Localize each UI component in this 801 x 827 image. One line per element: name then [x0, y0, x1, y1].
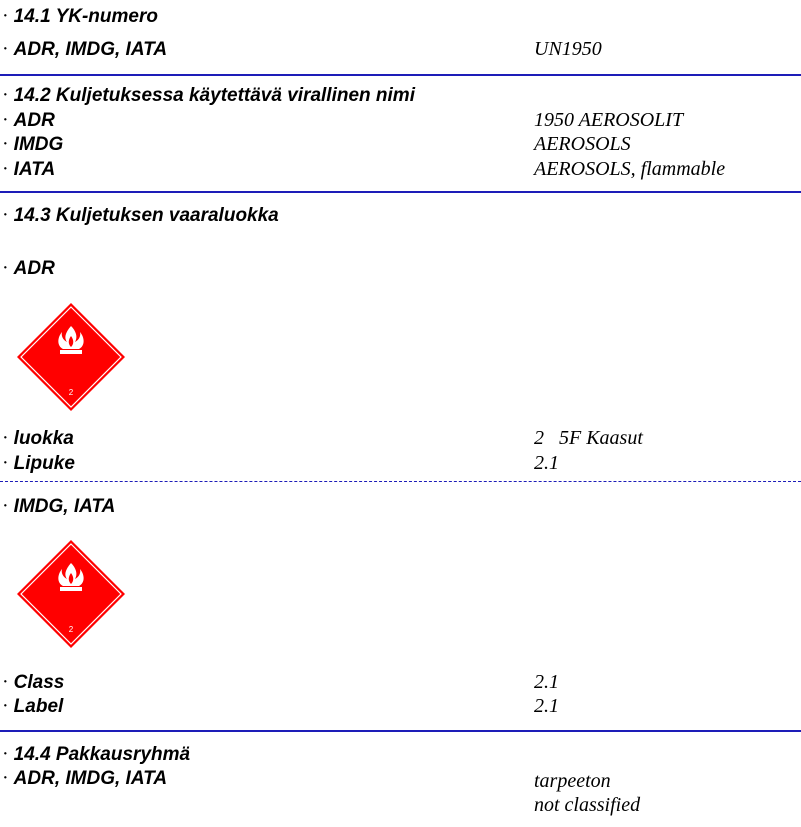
section-14-1-title: · 14.1 YK-numero — [2, 5, 158, 27]
shipping-name-label-iata: · IATA — [2, 158, 56, 180]
adr-label-value: 2.1 — [534, 452, 559, 474]
section-14-2-title: · 14.2 Kuljetuksessa käytettävä virallinen nimi — [2, 84, 415, 106]
flammable-gas-pictogram-adr — [16, 302, 126, 412]
shipping-name-value-iata: AEROSOLS, flammable — [534, 158, 726, 180]
un-number-value: UN1950 — [534, 38, 602, 60]
adr-heading: · ADR — [2, 257, 55, 279]
divider — [0, 730, 801, 732]
flammable-gas-pictogram-imdg-iata — [16, 539, 126, 649]
divider — [0, 74, 801, 76]
pictogram-class-number: 2 — [68, 388, 74, 397]
adr-class-value: 2 5F Kaasut — [534, 427, 643, 449]
section-14-4-title: · 14.4 Pakkausryhmä — [2, 743, 191, 765]
adr-class-label: · luokka — [2, 427, 74, 449]
shipping-name-value-imdg: AEROSOLS — [534, 133, 631, 155]
pictogram-class-number: 2 — [68, 625, 74, 634]
dashed-divider — [0, 481, 801, 482]
packing-group-value-en: not classified — [534, 794, 641, 816]
imdg-label-value: 2.1 — [534, 695, 559, 717]
shipping-name-label-imdg: · IMDG — [2, 133, 64, 155]
un-number-label: · ADR, IMDG, IATA — [2, 38, 168, 60]
imdg-label-label: · Label — [2, 695, 64, 717]
imdg-class-label: · Class — [2, 671, 65, 693]
imdg-iata-heading: · IMDG, IATA — [2, 495, 116, 517]
section-14-3-title: · 14.3 Kuljetuksen vaaraluokka — [2, 204, 279, 226]
shipping-name-label-adr: · ADR — [2, 109, 55, 131]
divider — [0, 191, 801, 193]
packing-group-value-fi: tarpeeton — [534, 770, 611, 792]
packing-group-label: · ADR, IMDG, IATA — [2, 767, 168, 789]
adr-label-label: · Lipuke — [2, 452, 75, 474]
imdg-class-value: 2.1 — [534, 671, 559, 693]
shipping-name-value-adr: 1950 AEROSOLIT — [534, 109, 684, 131]
